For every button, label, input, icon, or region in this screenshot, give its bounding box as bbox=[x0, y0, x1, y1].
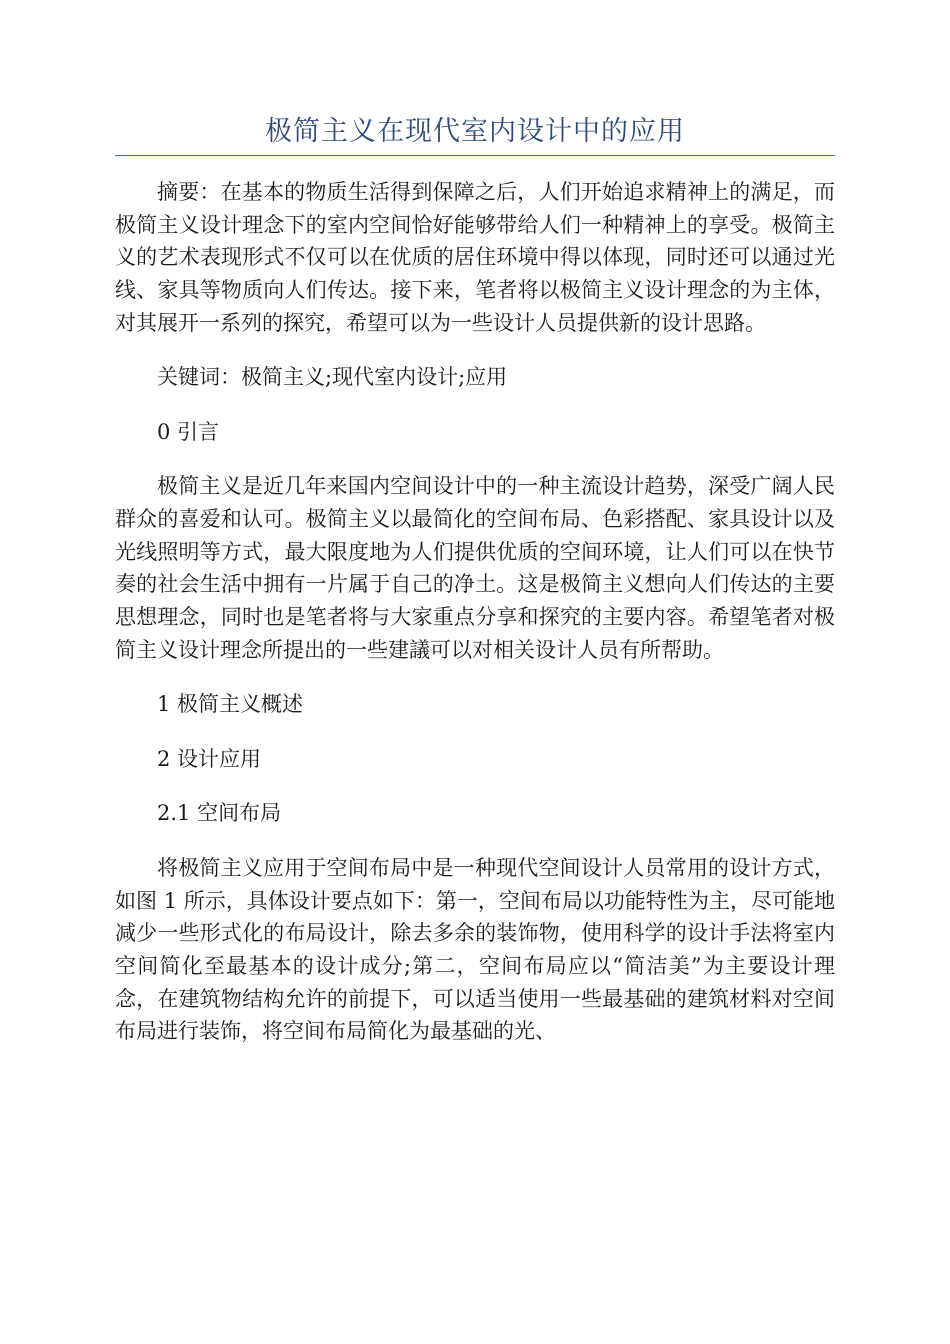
spatial-layout-paragraph: 将极简主义应用于空间布局中是一种现代空间设计人员常用的设计方式，如图 1 所示，具体设计要点如下：第一，空间布局以功能特性为主，尽可能地减少一些形式化的布局设计，除去多余的装饰物，使用科学的设计手法将室内空间简化至最基本的设计成分;第二，空间布局应以“简洁美”为主要设计理念，在建筑物结构允许的前提下，可以适当使用一些最基础的建筑材料对空间布局进行装饰，将空间布局简化为最基础的光、 bbox=[115, 855, 835, 1044]
section-heading-overview: 1 极简主义概述 bbox=[157, 692, 304, 717]
title-underline bbox=[115, 155, 835, 156]
section-heading-design-application: 2 设计应用 bbox=[157, 746, 262, 771]
document-body bbox=[115, 176, 835, 1048]
page-title: 极简主义在现代室内设计中的应用 bbox=[265, 116, 685, 147]
abstract-paragraph: 摘要：在基本的物质生活得到保障之后，人们开始追求精神上的满足，而极简主义设计理念下的室内空间恰好能够带给人们一种精神上的享受。极简主义的艺术表现形式不仅可以在优质的居住环境中得以体现，同时还可以通过光线、家具等物质向人们传达。接下来，笔者将以极简主义设计理念的为主体，对其展开一系列的探究，希望可以为一些设计人员提供新的设计思路。 bbox=[115, 180, 835, 335]
keywords-paragraph: 关键词：极简主义;现代室内设计;应用 bbox=[157, 365, 508, 390]
section-heading-introduction: 0 引言 bbox=[157, 419, 220, 444]
subsection-heading-spatial-layout: 2.1 空间布局 bbox=[157, 801, 282, 826]
introduction-paragraph: 极简主义是近几年来国内空间设计中的一种主流设计趋势，深受广阔人民群众的喜爱和认可。极简主义以最简化的空间布局、色彩搭配、家具设计以及光线照明等方式，最大限度地为人们提供优质的空间环境，让人们可以在快节奏的社会生活中拥有一片属于自己的净土。这是极简主义想向人们传达的主要思想理念，同时也是笔者将与大家重点分享和探究的主要内容。希望笔者对极简主义设计理念所提出的一些建議可以对相关设计人员有所帮助。 bbox=[115, 474, 835, 662]
